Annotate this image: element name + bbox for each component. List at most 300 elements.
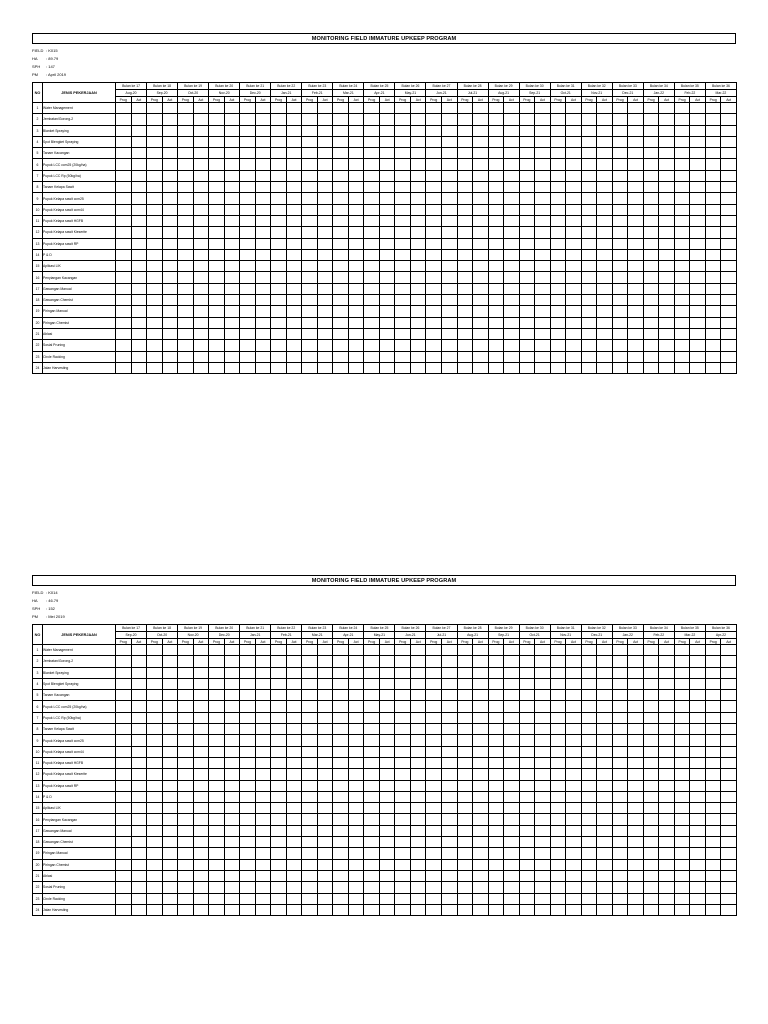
entry-cell[interactable]	[457, 803, 473, 814]
entry-cell[interactable]	[597, 227, 613, 238]
entry-cell[interactable]	[240, 272, 256, 283]
entry-cell[interactable]	[550, 148, 566, 159]
entry-cell[interactable]	[690, 746, 706, 757]
entry-cell[interactable]	[581, 136, 597, 147]
entry-cell[interactable]	[441, 317, 457, 328]
entry-cell[interactable]	[193, 215, 209, 226]
entry-cell[interactable]	[147, 667, 163, 678]
entry-cell[interactable]	[550, 678, 566, 689]
entry-cell[interactable]	[395, 814, 411, 825]
entry-cell[interactable]	[131, 882, 147, 893]
entry-cell[interactable]	[473, 690, 489, 701]
entry-cell[interactable]	[504, 136, 520, 147]
entry-cell[interactable]	[302, 193, 318, 204]
entry-cell[interactable]	[721, 791, 737, 802]
entry-cell[interactable]	[410, 227, 426, 238]
entry-cell[interactable]	[612, 204, 628, 215]
entry-cell[interactable]	[178, 261, 194, 272]
entry-cell[interactable]	[162, 690, 178, 701]
entry-cell[interactable]	[271, 362, 287, 373]
entry-cell[interactable]	[240, 159, 256, 170]
entry-cell[interactable]	[240, 893, 256, 904]
entry-cell[interactable]	[581, 170, 597, 181]
entry-cell[interactable]	[441, 656, 457, 667]
entry-cell[interactable]	[519, 238, 535, 249]
entry-cell[interactable]	[193, 159, 209, 170]
entry-cell[interactable]	[131, 870, 147, 881]
entry-cell[interactable]	[224, 193, 240, 204]
entry-cell[interactable]	[690, 780, 706, 791]
entry-cell[interactable]	[519, 125, 535, 136]
entry-cell[interactable]	[286, 125, 302, 136]
entry-cell[interactable]	[519, 306, 535, 317]
entry-cell[interactable]	[302, 125, 318, 136]
entry-cell[interactable]	[364, 803, 380, 814]
entry-cell[interactable]	[721, 757, 737, 768]
entry-cell[interactable]	[721, 249, 737, 260]
entry-cell[interactable]	[441, 803, 457, 814]
entry-cell[interactable]	[302, 746, 318, 757]
entry-cell[interactable]	[519, 182, 535, 193]
entry-cell[interactable]	[705, 261, 721, 272]
entry-cell[interactable]	[721, 170, 737, 181]
entry-cell[interactable]	[147, 351, 163, 362]
entry-cell[interactable]	[271, 215, 287, 226]
entry-cell[interactable]	[147, 362, 163, 373]
entry-cell[interactable]	[659, 701, 675, 712]
entry-cell[interactable]	[162, 283, 178, 294]
entry-cell[interactable]	[131, 724, 147, 735]
entry-cell[interactable]	[441, 136, 457, 147]
entry-cell[interactable]	[131, 204, 147, 215]
entry-cell[interactable]	[379, 136, 395, 147]
entry-cell[interactable]	[395, 261, 411, 272]
entry-cell[interactable]	[504, 317, 520, 328]
entry-cell[interactable]	[504, 769, 520, 780]
entry-cell[interactable]	[116, 114, 132, 125]
entry-cell[interactable]	[224, 272, 240, 283]
entry-cell[interactable]	[193, 136, 209, 147]
entry-cell[interactable]	[566, 893, 582, 904]
entry-cell[interactable]	[488, 757, 504, 768]
entry-cell[interactable]	[674, 362, 690, 373]
entry-cell[interactable]	[690, 193, 706, 204]
entry-cell[interactable]	[488, 814, 504, 825]
entry-cell[interactable]	[705, 103, 721, 114]
entry-cell[interactable]	[643, 904, 659, 915]
entry-cell[interactable]	[473, 712, 489, 723]
entry-cell[interactable]	[410, 690, 426, 701]
entry-cell[interactable]	[333, 114, 349, 125]
entry-cell[interactable]	[426, 148, 442, 159]
entry-cell[interactable]	[643, 735, 659, 746]
entry-cell[interactable]	[441, 238, 457, 249]
entry-cell[interactable]	[271, 690, 287, 701]
entry-cell[interactable]	[550, 825, 566, 836]
entry-cell[interactable]	[535, 204, 551, 215]
entry-cell[interactable]	[535, 814, 551, 825]
entry-cell[interactable]	[628, 859, 644, 870]
entry-cell[interactable]	[240, 780, 256, 791]
entry-cell[interactable]	[519, 114, 535, 125]
entry-cell[interactable]	[302, 215, 318, 226]
entry-cell[interactable]	[566, 182, 582, 193]
entry-cell[interactable]	[379, 678, 395, 689]
entry-cell[interactable]	[628, 170, 644, 181]
entry-cell[interactable]	[705, 295, 721, 306]
entry-cell[interactable]	[162, 193, 178, 204]
entry-cell[interactable]	[193, 667, 209, 678]
entry-cell[interactable]	[504, 182, 520, 193]
entry-cell[interactable]	[224, 170, 240, 181]
entry-cell[interactable]	[705, 362, 721, 373]
entry-cell[interactable]	[457, 328, 473, 339]
entry-cell[interactable]	[612, 882, 628, 893]
entry-cell[interactable]	[426, 170, 442, 181]
entry-cell[interactable]	[566, 769, 582, 780]
entry-cell[interactable]	[240, 724, 256, 735]
entry-cell[interactable]	[410, 904, 426, 915]
entry-cell[interactable]	[535, 678, 551, 689]
entry-cell[interactable]	[302, 757, 318, 768]
entry-cell[interactable]	[302, 114, 318, 125]
entry-cell[interactable]	[597, 103, 613, 114]
entry-cell[interactable]	[597, 746, 613, 757]
entry-cell[interactable]	[224, 261, 240, 272]
entry-cell[interactable]	[488, 882, 504, 893]
entry-cell[interactable]	[566, 712, 582, 723]
entry-cell[interactable]	[271, 814, 287, 825]
entry-cell[interactable]	[240, 182, 256, 193]
entry-cell[interactable]	[721, 148, 737, 159]
entry-cell[interactable]	[302, 769, 318, 780]
entry-cell[interactable]	[674, 837, 690, 848]
entry-cell[interactable]	[441, 746, 457, 757]
entry-cell[interactable]	[410, 746, 426, 757]
entry-cell[interactable]	[240, 757, 256, 768]
entry-cell[interactable]	[410, 306, 426, 317]
entry-cell[interactable]	[612, 893, 628, 904]
entry-cell[interactable]	[457, 837, 473, 848]
entry-cell[interactable]	[659, 859, 675, 870]
entry-cell[interactable]	[333, 893, 349, 904]
entry-cell[interactable]	[628, 215, 644, 226]
entry-cell[interactable]	[659, 261, 675, 272]
entry-cell[interactable]	[643, 227, 659, 238]
entry-cell[interactable]	[178, 170, 194, 181]
entry-cell[interactable]	[581, 814, 597, 825]
entry-cell[interactable]	[690, 791, 706, 802]
entry-cell[interactable]	[317, 306, 333, 317]
entry-cell[interactable]	[441, 351, 457, 362]
entry-cell[interactable]	[674, 283, 690, 294]
entry-cell[interactable]	[209, 170, 225, 181]
entry-cell[interactable]	[504, 701, 520, 712]
entry-cell[interactable]	[612, 791, 628, 802]
entry-cell[interactable]	[721, 193, 737, 204]
entry-cell[interactable]	[612, 780, 628, 791]
entry-cell[interactable]	[147, 735, 163, 746]
entry-cell[interactable]	[209, 317, 225, 328]
entry-cell[interactable]	[674, 103, 690, 114]
entry-cell[interactable]	[193, 904, 209, 915]
entry-cell[interactable]	[162, 882, 178, 893]
entry-cell[interactable]	[674, 238, 690, 249]
entry-cell[interactable]	[457, 870, 473, 881]
entry-cell[interactable]	[379, 690, 395, 701]
entry-cell[interactable]	[441, 825, 457, 836]
entry-cell[interactable]	[705, 724, 721, 735]
entry-cell[interactable]	[302, 328, 318, 339]
entry-cell[interactable]	[162, 859, 178, 870]
entry-cell[interactable]	[473, 780, 489, 791]
entry-cell[interactable]	[209, 893, 225, 904]
entry-cell[interactable]	[690, 803, 706, 814]
entry-cell[interactable]	[286, 667, 302, 678]
entry-cell[interactable]	[441, 791, 457, 802]
entry-cell[interactable]	[333, 814, 349, 825]
entry-cell[interactable]	[271, 803, 287, 814]
entry-cell[interactable]	[209, 746, 225, 757]
entry-cell[interactable]	[348, 148, 364, 159]
entry-cell[interactable]	[193, 791, 209, 802]
entry-cell[interactable]	[659, 893, 675, 904]
entry-cell[interactable]	[224, 114, 240, 125]
entry-cell[interactable]	[271, 656, 287, 667]
entry-cell[interactable]	[581, 746, 597, 757]
entry-cell[interactable]	[116, 215, 132, 226]
entry-cell[interactable]	[395, 328, 411, 339]
entry-cell[interactable]	[395, 656, 411, 667]
entry-cell[interactable]	[721, 317, 737, 328]
entry-cell[interactable]	[674, 769, 690, 780]
entry-cell[interactable]	[473, 317, 489, 328]
entry-cell[interactable]	[426, 859, 442, 870]
entry-cell[interactable]	[674, 340, 690, 351]
entry-cell[interactable]	[504, 848, 520, 859]
entry-cell[interactable]	[690, 170, 706, 181]
entry-cell[interactable]	[286, 340, 302, 351]
entry-cell[interactable]	[147, 215, 163, 226]
entry-cell[interactable]	[488, 837, 504, 848]
entry-cell[interactable]	[317, 103, 333, 114]
entry-cell[interactable]	[379, 882, 395, 893]
entry-cell[interactable]	[255, 904, 271, 915]
entry-cell[interactable]	[690, 667, 706, 678]
entry-cell[interactable]	[690, 148, 706, 159]
entry-cell[interactable]	[519, 678, 535, 689]
entry-cell[interactable]	[317, 724, 333, 735]
entry-cell[interactable]	[705, 690, 721, 701]
entry-cell[interactable]	[426, 193, 442, 204]
entry-cell[interactable]	[457, 735, 473, 746]
entry-cell[interactable]	[162, 825, 178, 836]
entry-cell[interactable]	[473, 249, 489, 260]
entry-cell[interactable]	[473, 825, 489, 836]
entry-cell[interactable]	[410, 803, 426, 814]
entry-cell[interactable]	[519, 215, 535, 226]
entry-cell[interactable]	[286, 283, 302, 294]
entry-cell[interactable]	[255, 870, 271, 881]
entry-cell[interactable]	[504, 837, 520, 848]
entry-cell[interactable]	[566, 701, 582, 712]
entry-cell[interactable]	[348, 215, 364, 226]
entry-cell[interactable]	[705, 769, 721, 780]
entry-cell[interactable]	[364, 148, 380, 159]
entry-cell[interactable]	[690, 351, 706, 362]
entry-cell[interactable]	[612, 328, 628, 339]
entry-cell[interactable]	[379, 780, 395, 791]
entry-cell[interactable]	[612, 295, 628, 306]
entry-cell[interactable]	[302, 803, 318, 814]
entry-cell[interactable]	[410, 825, 426, 836]
entry-cell[interactable]	[659, 362, 675, 373]
entry-cell[interactable]	[473, 769, 489, 780]
entry-cell[interactable]	[364, 859, 380, 870]
entry-cell[interactable]	[209, 238, 225, 249]
entry-cell[interactable]	[209, 757, 225, 768]
entry-cell[interactable]	[178, 159, 194, 170]
entry-cell[interactable]	[612, 904, 628, 915]
entry-cell[interactable]	[628, 735, 644, 746]
entry-cell[interactable]	[379, 159, 395, 170]
entry-cell[interactable]	[550, 215, 566, 226]
entry-cell[interactable]	[410, 148, 426, 159]
entry-cell[interactable]	[379, 859, 395, 870]
entry-cell[interactable]	[162, 182, 178, 193]
entry-cell[interactable]	[643, 825, 659, 836]
entry-cell[interactable]	[317, 904, 333, 915]
entry-cell[interactable]	[286, 690, 302, 701]
entry-cell[interactable]	[178, 791, 194, 802]
entry-cell[interactable]	[395, 746, 411, 757]
entry-cell[interactable]	[566, 362, 582, 373]
entry-cell[interactable]	[581, 317, 597, 328]
entry-cell[interactable]	[643, 317, 659, 328]
entry-cell[interactable]	[333, 125, 349, 136]
entry-cell[interactable]	[224, 340, 240, 351]
entry-cell[interactable]	[643, 757, 659, 768]
entry-cell[interactable]	[721, 125, 737, 136]
entry-cell[interactable]	[721, 690, 737, 701]
entry-cell[interactable]	[147, 317, 163, 328]
entry-cell[interactable]	[690, 306, 706, 317]
entry-cell[interactable]	[302, 678, 318, 689]
entry-cell[interactable]	[612, 136, 628, 147]
entry-cell[interactable]	[488, 678, 504, 689]
entry-cell[interactable]	[271, 227, 287, 238]
entry-cell[interactable]	[255, 170, 271, 181]
entry-cell[interactable]	[131, 148, 147, 159]
entry-cell[interactable]	[317, 690, 333, 701]
entry-cell[interactable]	[550, 295, 566, 306]
entry-cell[interactable]	[566, 272, 582, 283]
entry-cell[interactable]	[286, 780, 302, 791]
entry-cell[interactable]	[581, 769, 597, 780]
entry-cell[interactable]	[209, 904, 225, 915]
entry-cell[interactable]	[519, 837, 535, 848]
entry-cell[interactable]	[162, 238, 178, 249]
entry-cell[interactable]	[535, 159, 551, 170]
entry-cell[interactable]	[535, 870, 551, 881]
entry-cell[interactable]	[240, 215, 256, 226]
entry-cell[interactable]	[131, 159, 147, 170]
entry-cell[interactable]	[395, 712, 411, 723]
entry-cell[interactable]	[240, 125, 256, 136]
entry-cell[interactable]	[504, 103, 520, 114]
entry-cell[interactable]	[488, 340, 504, 351]
entry-cell[interactable]	[643, 340, 659, 351]
entry-cell[interactable]	[240, 136, 256, 147]
entry-cell[interactable]	[674, 136, 690, 147]
entry-cell[interactable]	[271, 757, 287, 768]
entry-cell[interactable]	[364, 125, 380, 136]
entry-cell[interactable]	[659, 825, 675, 836]
entry-cell[interactable]	[488, 261, 504, 272]
entry-cell[interactable]	[271, 837, 287, 848]
entry-cell[interactable]	[240, 227, 256, 238]
entry-cell[interactable]	[379, 283, 395, 294]
entry-cell[interactable]	[705, 825, 721, 836]
entry-cell[interactable]	[426, 803, 442, 814]
entry-cell[interactable]	[162, 125, 178, 136]
entry-cell[interactable]	[410, 204, 426, 215]
entry-cell[interactable]	[581, 690, 597, 701]
entry-cell[interactable]	[131, 103, 147, 114]
entry-cell[interactable]	[131, 769, 147, 780]
entry-cell[interactable]	[597, 769, 613, 780]
entry-cell[interactable]	[224, 701, 240, 712]
entry-cell[interactable]	[550, 712, 566, 723]
entry-cell[interactable]	[473, 238, 489, 249]
entry-cell[interactable]	[131, 656, 147, 667]
entry-cell[interactable]	[286, 182, 302, 193]
entry-cell[interactable]	[348, 678, 364, 689]
entry-cell[interactable]	[705, 656, 721, 667]
entry-cell[interactable]	[612, 870, 628, 881]
entry-cell[interactable]	[271, 848, 287, 859]
entry-cell[interactable]	[255, 746, 271, 757]
entry-cell[interactable]	[395, 306, 411, 317]
entry-cell[interactable]	[116, 148, 132, 159]
entry-cell[interactable]	[224, 645, 240, 656]
entry-cell[interactable]	[628, 848, 644, 859]
entry-cell[interactable]	[504, 645, 520, 656]
entry-cell[interactable]	[364, 769, 380, 780]
entry-cell[interactable]	[566, 825, 582, 836]
entry-cell[interactable]	[348, 701, 364, 712]
entry-cell[interactable]	[364, 780, 380, 791]
entry-cell[interactable]	[271, 159, 287, 170]
entry-cell[interactable]	[473, 103, 489, 114]
entry-cell[interactable]	[628, 769, 644, 780]
entry-cell[interactable]	[473, 114, 489, 125]
entry-cell[interactable]	[364, 136, 380, 147]
entry-cell[interactable]	[395, 882, 411, 893]
entry-cell[interactable]	[597, 170, 613, 181]
entry-cell[interactable]	[721, 746, 737, 757]
entry-cell[interactable]	[255, 182, 271, 193]
entry-cell[interactable]	[255, 724, 271, 735]
entry-cell[interactable]	[131, 261, 147, 272]
entry-cell[interactable]	[317, 757, 333, 768]
entry-cell[interactable]	[364, 712, 380, 723]
entry-cell[interactable]	[504, 362, 520, 373]
entry-cell[interactable]	[535, 791, 551, 802]
entry-cell[interactable]	[721, 769, 737, 780]
entry-cell[interactable]	[116, 712, 132, 723]
entry-cell[interactable]	[209, 340, 225, 351]
